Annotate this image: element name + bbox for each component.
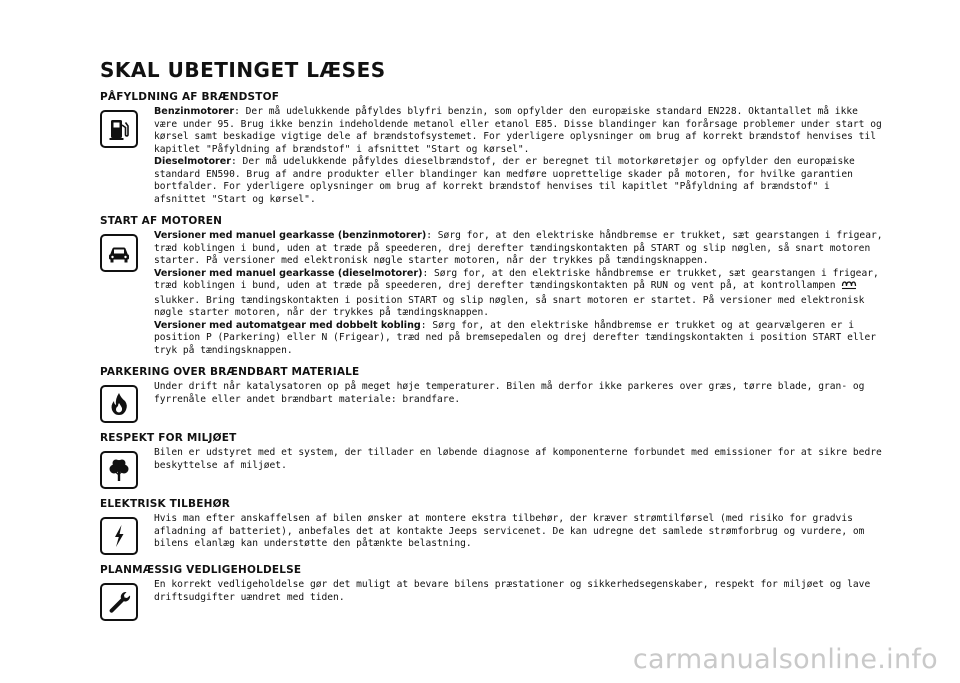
page-title: SKAL UBETINGET LÆSES xyxy=(100,58,386,82)
paragraph xyxy=(154,268,885,320)
paragraph-label: Versioner med automatgear med dobbelt kobling xyxy=(154,319,421,331)
paragraph xyxy=(154,320,885,358)
paragraph-text: : Sørg for, at den elektriske håndbremse er trukket, sæt gearstangen i frigear, træd koblingen i bund, uden at træde på speederen, drej derefter tændingskontakten på RUN og vent på, at kontrollampen xyxy=(154,267,879,291)
paragraph-text: : Sørg for, at den elektriske håndbremse er trukket og at gearvælgeren er i position P (Parkering) eller N (Frigear), træd ned på bremsepedalen og drej derefter tændingskontakten i position START eller tryk på tændingsknappen. xyxy=(154,319,876,356)
section-electrical xyxy=(100,498,885,555)
paragraph: Bilen er udstyret med et system, der tillader en løbende diagnose af komponenterne forbundet med emissioner for at sikre bedre beskyttelse af miljøet. xyxy=(154,447,882,471)
glow-plug-warning-icon xyxy=(841,280,857,295)
paragraph: Hvis man efter anskaffelsen af bilen ønsker at montere ekstra tilbehør, der kræver strømtilførsel (med risiko for gradvis afladning af batteriet), anbefales det at kontakte Jeeps servicenet. De kan udregne det samlede strømforbrug og vurdere, om bilens elanlæg kan understøtte den påtænkte belastning. xyxy=(154,513,865,549)
car-icon xyxy=(100,234,138,272)
section-heading: ELEKTRISK TILBEHØR xyxy=(100,498,231,510)
flame-icon xyxy=(100,385,138,423)
paragraph-text: : Der må udelukkende påfyldes dieselbrændstof, der er beregnet til motorkøretøjer og opfylder den europæiske standard EN590. Brug af andre produkter eller blandinger kan medføre uoprettelige skader på motoren, for hvilke garantien bortfalder. For yderligere oplysninger om brug af korrekt brændstof henvises til kapitlet "Påfyldning af brændstof" i afsnittet "Start og kørsel". xyxy=(154,156,855,205)
paragraph xyxy=(154,106,885,156)
section-start-engine xyxy=(100,215,885,357)
watermark-text: carmanualsonline.info xyxy=(632,644,938,675)
paragraph-text-after: slukker. Bring tændingskontakten i position START og slip nøglen, så snart motoren er startet. På versioner med elektronisk nøgle starter motoren, når der trykkes på tændingsknappen. xyxy=(154,294,865,318)
manual-page xyxy=(100,58,885,630)
tree-icon xyxy=(100,451,138,489)
section-heading: PÅFYLDNING AF BRÆNDSTOF xyxy=(100,91,280,103)
section-fuel xyxy=(100,91,885,206)
section-parking xyxy=(100,366,885,423)
lightning-icon xyxy=(100,517,138,555)
section-heading: PLANMÆSSIG VEDLIGEHOLDELSE xyxy=(100,564,302,576)
paragraph-text: : Sørg for, at den elektriske håndbremse er trukket, sæt gearstangen i frigear, træd koblingen i bund, uden at træde på speederen, drej derefter tændingskontakten på START og slip nøglen, så snart motoren starter. På versioner med elektronisk nøgle starter motoren, når der trykkes på tændingsknappen. xyxy=(154,230,883,266)
paragraph: Under drift når katalysatoren op på meget høje temperaturer. Bilen må derfor ikke parkeres over græs, tørre blade, gran- og fyrrenåle eller andet brændbart materiale: brandfare. xyxy=(154,381,865,405)
fuel-pump-icon xyxy=(100,110,138,148)
paragraph-label: Versioner med manuel gearkasse (benzinmotorer) xyxy=(154,230,427,241)
paragraph: En korrekt vedligeholdelse gør det muligt at bevare bilens præstationer og sikkerhedsegenskaber, respekt for miljøet og lave driftsudgifter uændret med tiden. xyxy=(154,579,871,603)
section-heading: RESPEKT FOR MILJØET xyxy=(100,432,237,444)
paragraph-text: : Der må udelukkende påfyldes blyfri benzin, som opfylder den europæiske standard EN228. Oktantallet må ikke være under 95. Brug ikke benzin indeholdende metanol eller etanol E85. Disse blandinger kan forårsage problemer under start og kørsel samt beskadige vigtige dele af brændstofsystemet. For yderligere oplysninger om brug af korrekt brændstof henvises til kapitlet "Påfyldning af brændstof" i afsnittet "Start og kørsel". xyxy=(154,106,882,155)
paragraph-label: Benzinmotorer xyxy=(154,106,235,117)
paragraph xyxy=(154,156,885,206)
section-environment xyxy=(100,432,885,489)
wrench-icon xyxy=(100,583,138,621)
section-heading: START AF MOTOREN xyxy=(100,215,223,227)
paragraph xyxy=(154,230,885,268)
paragraph-label: Versioner med manuel gearkasse (dieselmotorer) xyxy=(154,267,423,279)
section-heading: PARKERING OVER BRÆNDBART MATERIALE xyxy=(100,366,360,378)
section-maintenance xyxy=(100,564,885,621)
paragraph-label: Dieselmotorer xyxy=(154,156,231,167)
